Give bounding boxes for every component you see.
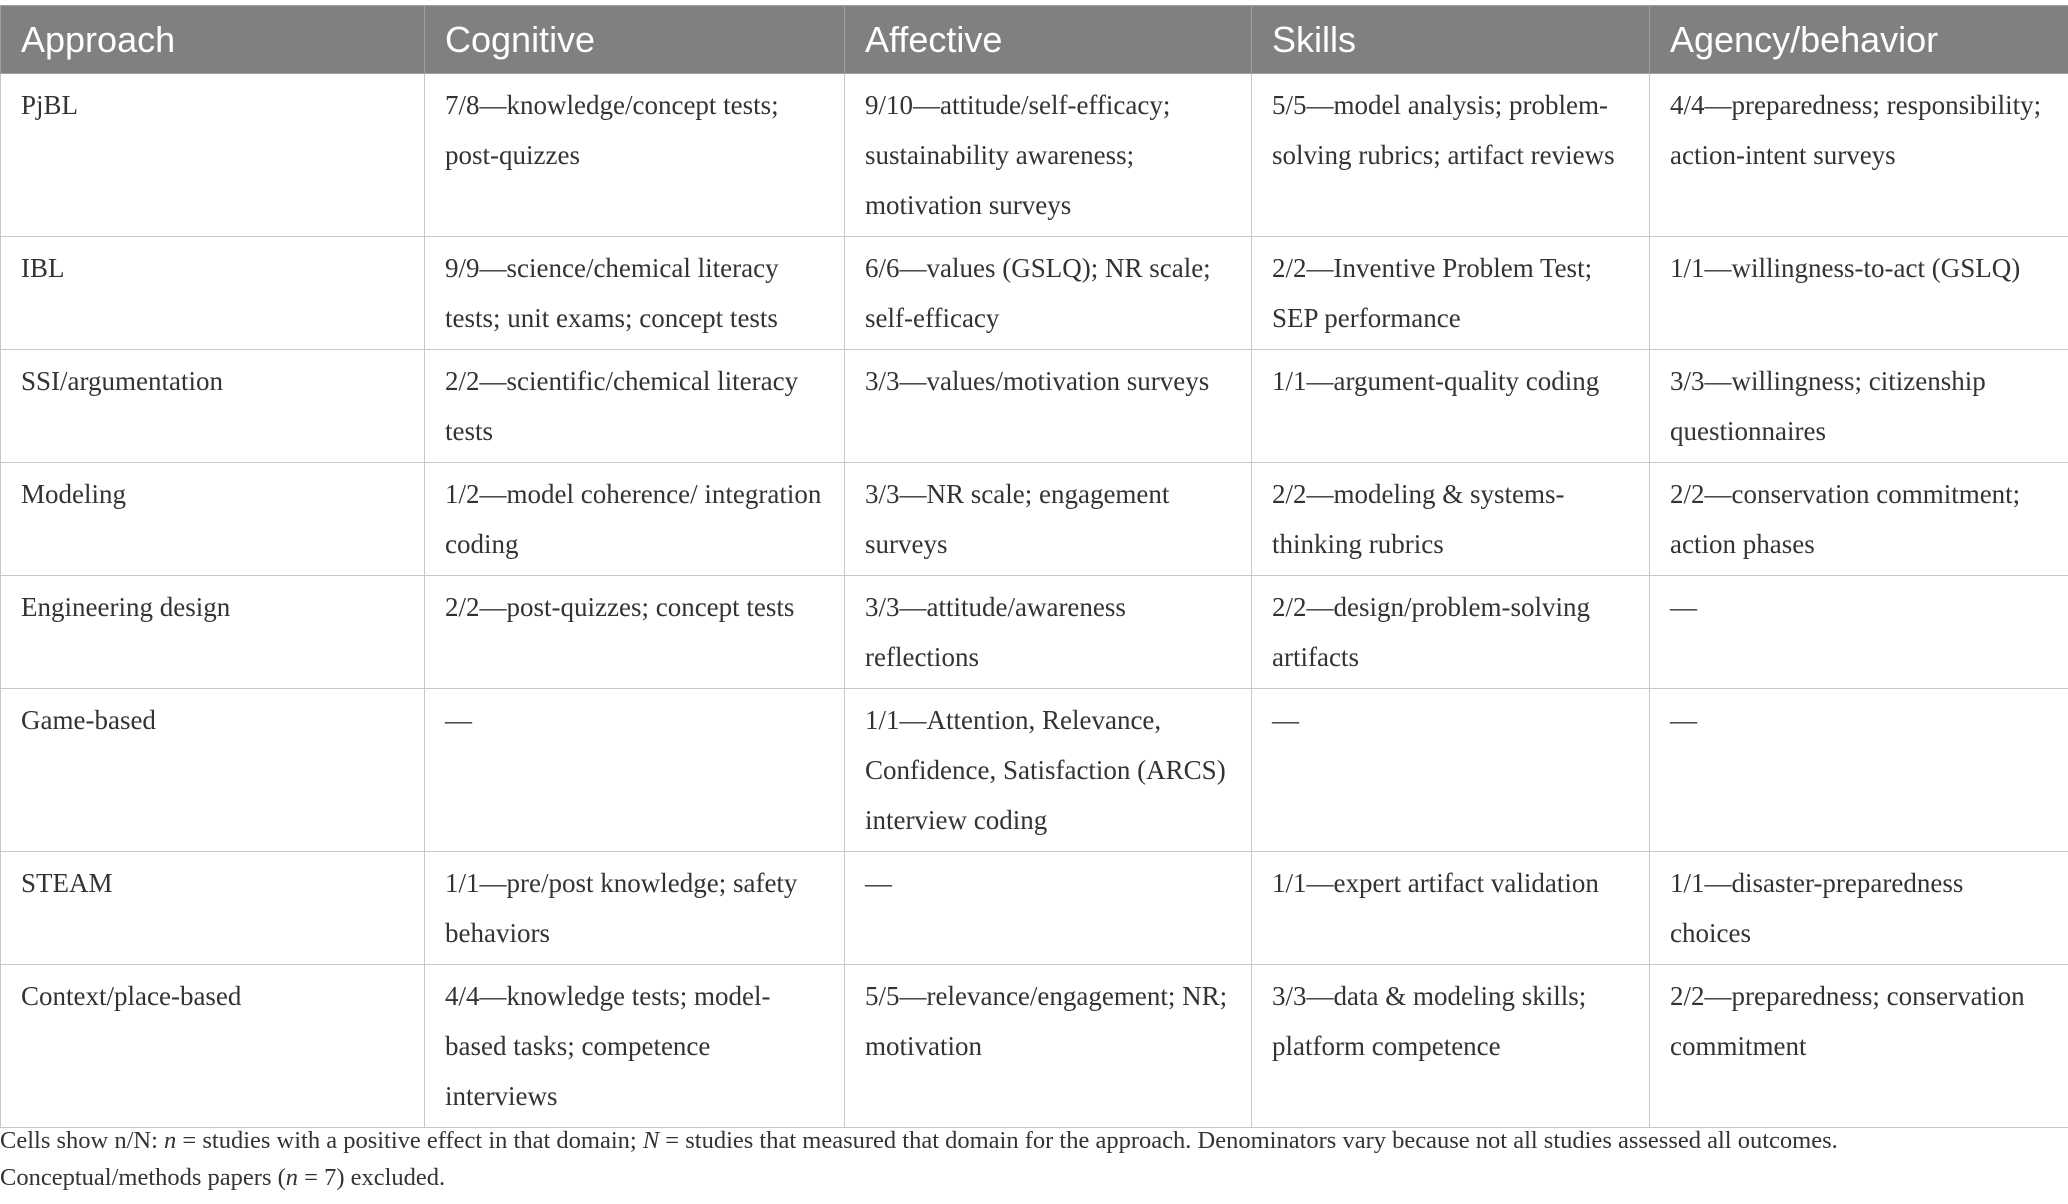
cell-approach: Context/place-based [1, 965, 425, 1128]
cell-cognitive: 1/2—model coherence/ integration coding [425, 463, 845, 576]
cell-affective: 3/3—attitude/awareness reflections [845, 576, 1252, 689]
table-row [1, 852, 2068, 965]
cell-approach: Modeling [1, 463, 425, 576]
cell-cognitive: 1/1—pre/post knowledge; safety behaviors [425, 852, 845, 965]
footnote-var-n: n [164, 1127, 177, 1154]
cell-agency-behavior: 2/2—conservation commitment; action phases [1650, 463, 2068, 576]
outcomes-table [0, 5, 2068, 1128]
cell-cognitive: 9/9—science/chemical literacy tests; unit exams; concept tests [425, 237, 845, 350]
table-row [1, 237, 2068, 350]
cell-skills: 5/5—model analysis; problem-solving rubrics; artifact reviews [1252, 74, 1650, 237]
footnote-var-N: N [642, 1127, 660, 1154]
header-skills: Skills [1252, 6, 1650, 74]
cell-approach: PjBL [1, 74, 425, 237]
footnote-text: = studies that measured that domain for the approach. Denominators vary because not all studies assessed all outcomes. Conceptual/methods papers ( [0, 1127, 1838, 1191]
table-footnote [0, 1122, 2040, 1196]
table-body [1, 74, 2068, 1128]
table-row [1, 463, 2068, 576]
header-agency-behavior: Agency/behavior [1650, 6, 2068, 74]
cell-cognitive: — [425, 689, 845, 852]
cell-agency-behavior: — [1650, 576, 2068, 689]
cell-affective: 1/1—Attention, Relevance, Confidence, Satisfaction (ARCS) interview coding [845, 689, 1252, 852]
cell-skills: 1/1—expert artifact validation [1252, 852, 1650, 965]
cell-skills: — [1252, 689, 1650, 852]
cell-approach: IBL [1, 237, 425, 350]
outcomes-table-container [0, 5, 2068, 1128]
table-row [1, 350, 2068, 463]
header-approach: Approach [1, 6, 425, 74]
table-row [1, 689, 2068, 852]
cell-cognitive: 4/4—knowledge tests; model-based tasks; competence interviews [425, 965, 845, 1128]
cell-skills: 2/2—modeling & systems-thinking rubrics [1252, 463, 1650, 576]
cell-approach: Game-based [1, 689, 425, 852]
cell-affective: 5/5—relevance/engagement; NR; motivation [845, 965, 1252, 1128]
footnote-text: = studies with a positive effect in that domain; [176, 1127, 643, 1154]
cell-affective: — [845, 852, 1252, 965]
cell-skills: 3/3—data & modeling skills; platform competence [1252, 965, 1650, 1128]
cell-agency-behavior: 4/4—preparedness; responsibility; action-intent surveys [1650, 74, 2068, 237]
cell-affective: 3/3—NR scale; engagement surveys [845, 463, 1252, 576]
cell-approach: SSI/argumentation [1, 350, 425, 463]
cell-affective: 3/3—values/motivation surveys [845, 350, 1252, 463]
cell-skills: 1/1—argument-quality coding [1252, 350, 1650, 463]
cell-skills: 2/2—Inventive Problem Test; SEP performance [1252, 237, 1650, 350]
footnote-text: Cells show n/N: [0, 1127, 165, 1154]
table-row [1, 965, 2068, 1128]
cell-agency-behavior: — [1650, 689, 2068, 852]
header-cognitive: Cognitive [425, 6, 845, 74]
cell-skills: 2/2—design/problem-solving artifacts [1252, 576, 1650, 689]
cell-cognitive: 2/2—post-quizzes; concept tests [425, 576, 845, 689]
footnote-var-n: n [285, 1164, 299, 1191]
cell-approach: STEAM [1, 852, 425, 965]
cell-affective: 9/10—attitude/self-efficacy; sustainability awareness; motivation surveys [845, 74, 1252, 237]
table-row [1, 576, 2068, 689]
header-row [1, 6, 2068, 74]
cell-cognitive: 2/2—scientific/chemical literacy tests [425, 350, 845, 463]
header-affective: Affective [845, 6, 1252, 74]
cell-agency-behavior: 2/2—preparedness; conservation commitment [1650, 965, 2068, 1128]
table-header [1, 6, 2068, 74]
footnote-text: = 7) excluded. [298, 1164, 446, 1191]
table-row [1, 74, 2068, 237]
cell-approach: Engineering design [1, 576, 425, 689]
cell-affective: 6/6—values (GSLQ); NR scale; self-efficacy [845, 237, 1252, 350]
cell-agency-behavior: 3/3—willingness; citizenship questionnaires [1650, 350, 2068, 463]
cell-agency-behavior: 1/1—disaster-preparedness choices [1650, 852, 2068, 965]
cell-cognitive: 7/8—knowledge/concept tests; post-quizzes [425, 74, 845, 237]
cell-agency-behavior: 1/1—willingness-to-act (GSLQ) [1650, 237, 2068, 350]
